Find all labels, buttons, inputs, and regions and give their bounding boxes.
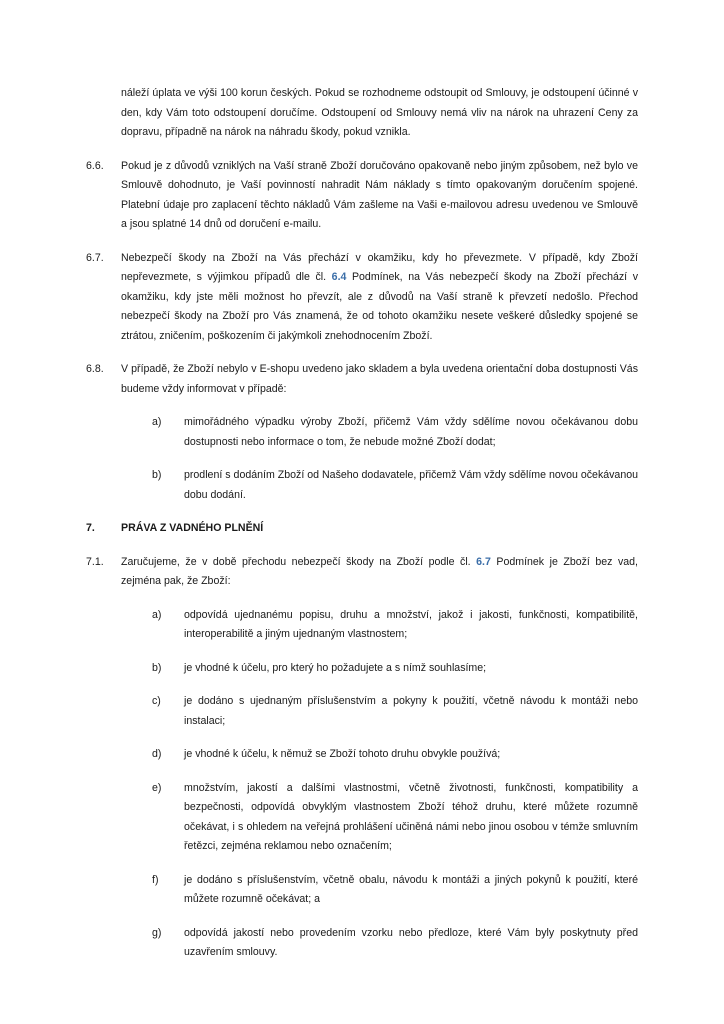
section-number: 7. bbox=[86, 522, 95, 534]
cross-reference-link[interactable]: 6.4 bbox=[331, 271, 347, 283]
cross-reference-link[interactable]: 6.7 bbox=[476, 555, 491, 568]
list-item bbox=[152, 659, 638, 679]
clause-text-part: Zaručujeme, že v době přechodu nebezpečí škody na Zboží podle čl. bbox=[121, 555, 477, 568]
list-label: b) bbox=[152, 661, 162, 674]
list-item bbox=[152, 871, 638, 910]
clause-6-6 bbox=[86, 157, 638, 235]
clause-text-part: Nebezpečí škody na Zboží na Vás přechází v okamžiku, kdy ho převezmete. V případě, kdy Zboží nepřevezmete, s výjimkou případů dle čl. bbox=[121, 251, 638, 283]
clause-text: V případě, že Zboží nebylo v E-shopu uvedeno jako skladem a byla uvedena orientační doba dostupnosti Vás budeme vždy informovat v případě: bbox=[121, 363, 638, 395]
list-label: a) bbox=[152, 416, 162, 428]
list-label: g) bbox=[152, 926, 162, 939]
list-item bbox=[152, 924, 638, 963]
list-text: je dodáno s ujednaným příslušenstvím a pokyny k použití, včetně návodu k montáži nebo instalaci; bbox=[184, 695, 638, 727]
list-text: mimořádného výpadku výroby Zboží, přičemž Vám vždy sdělíme novou očekávanou dobu dostupnosti nebo informace o tom, že nebude možné Zboží dodat; bbox=[184, 416, 638, 448]
list-text: je dodáno s příslušenstvím, včetně obalu, návodu k montáži a jiných pokynů k použití, které můžete rozumně očekávat; a bbox=[184, 873, 638, 905]
clause-number: 6.8. bbox=[86, 363, 104, 375]
list-text: je vhodné k účelu, k němuž se Zboží tohoto druhu obvykle používá; bbox=[184, 748, 501, 760]
section-heading bbox=[86, 519, 638, 539]
list-text: je vhodné k účelu, pro který ho požadujete a s nímž souhlasíme; bbox=[184, 661, 487, 674]
list-item bbox=[152, 779, 638, 857]
clause-number: 6.7. bbox=[86, 251, 104, 264]
list-item bbox=[152, 466, 638, 505]
clause-text-part: Podmínek, na Vás nebezpečí škody na Zboží přechází v okamžiku, kdy jste měli možnost ho převzít, ale z důvodů na Vaší straně k převzetí nedošlo. Přechod nebezpečí škody na Zboží pro Vás znamená, že od tohoto okamžiku nesete veškeré důsledky spojené se ztrátou, zničením, poškozením či jakýmkoli znehodnocením Zboží. bbox=[121, 271, 638, 342]
list-label: f) bbox=[152, 873, 159, 886]
list-item bbox=[152, 606, 638, 645]
clause-7-1 bbox=[86, 553, 638, 592]
list-text: prodlení s dodáním Zboží od Našeho dodavatele, přičemž Vám vždy sdělíme novou očekávanou dobu dodání. bbox=[184, 469, 638, 501]
list-label: e) bbox=[152, 781, 162, 794]
clause-6-7 bbox=[86, 249, 638, 347]
clause-6-8 bbox=[86, 360, 638, 399]
clause-text-part: Podmínek je Zboží bez vad, zejména pak, že Zboží: bbox=[121, 555, 638, 587]
clause-number: 6.6. bbox=[86, 159, 104, 172]
clause-text: Pokud je z důvodů vzniklých na Vaší straně Zboží doručováno opakovaně nebo jiným způsobem, než bylo ve Smlouvě dohodnuto, je Vaší povinností nahradit Nám náklady s tímto opakovaným doručením spojené. Platební údaje pro zaplacení těchto nákladů Vám zašleme na Vaši e-mailovou adresu uvedenou ve Smlouvě a jsou splatné 14 dnů od doručení e-mailu. bbox=[121, 159, 638, 230]
list-item bbox=[152, 413, 638, 452]
list-label: b) bbox=[152, 469, 162, 481]
list-item bbox=[152, 692, 638, 731]
clause-number: 7.1. bbox=[86, 555, 104, 568]
paragraph-continuation: náleží úplata ve výši 100 korun českých. Pokud se rozhodneme odstoupit od Smlouvy, je odstoupení účinné v den, kdy Vám toto odstoupení doručíme. Odstoupení od Smlouvy nemá vliv na nárok na uhrazení Ceny za dopravu, případně na nárok na náhradu škody, pokud vznikla. bbox=[121, 87, 638, 138]
list-text: odpovídá ujednanému popisu, druhu a množství, jakož i jakosti, funkčnosti, kompatibilitě, interoperabilitě a jiným ujednaným vlastnostem; bbox=[184, 608, 638, 640]
list-label: d) bbox=[152, 748, 162, 760]
list-label: c) bbox=[152, 695, 161, 707]
list-text: odpovídá jakostí nebo provedením vzorku nebo předloze, které Vám byly poskytnuty před uzavřením smlouvy. bbox=[184, 926, 638, 958]
list-item bbox=[152, 745, 638, 765]
section-title: PRÁVA Z VADNÉHO PLNĚNÍ bbox=[121, 522, 264, 534]
list-label: a) bbox=[152, 608, 162, 621]
list-text: množstvím, jakostí a dalšími vlastnostmi, včetně životnosti, funkčnosti, kompatibility a bezpečnosti, odpovídá obvyklým vlastnostem Zboží téhož druhu, které můžete rozumně očekávat, i s ohledem na veřejná prohlášení učiněná námi nebo jinou osobou v témže smluvním řetězci, zejména reklamou nebo označením; bbox=[184, 781, 638, 852]
